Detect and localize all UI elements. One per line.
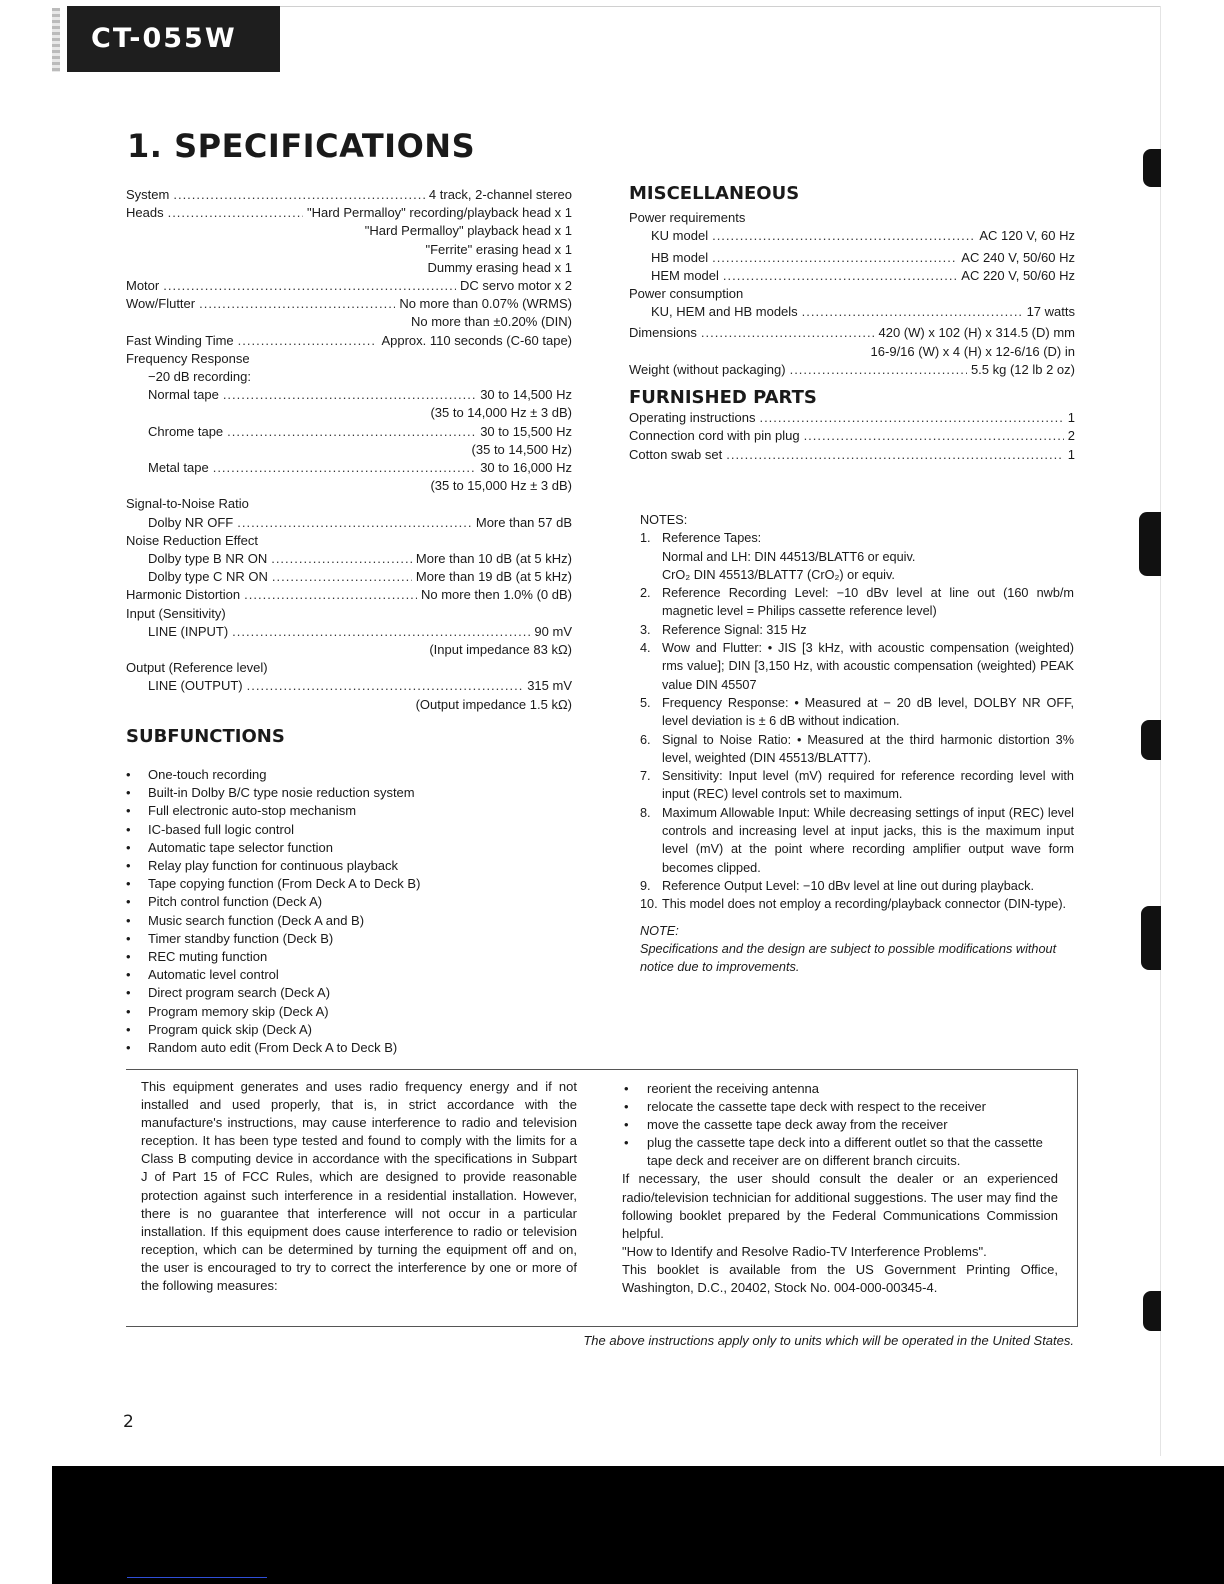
fcc-paragraph: This booklet is available from the US Government Printing Office, Washington, D.C., 20402, Stock No. 004-000-00345-4. bbox=[622, 1261, 1058, 1296]
fcc-measures bbox=[622, 1080, 1058, 1297]
spec-group-label: Frequency Response bbox=[126, 350, 250, 366]
list-item: • Program quick skip (Deck A) bbox=[126, 1021, 572, 1039]
specifications-list bbox=[126, 186, 572, 746]
list-item: • Full electronic auto-stop mechanism bbox=[126, 802, 572, 820]
model-name: CT-055W bbox=[91, 23, 237, 54]
index-tab-mark bbox=[1143, 149, 1161, 187]
spec-group-label: Power consumption bbox=[629, 286, 744, 302]
spec-row: Harmonic Distortion ..... No more then 1.0% (0 dB) bbox=[126, 586, 572, 604]
scan-bottom-bar bbox=[52, 1466, 1224, 1584]
list-item: • Built-in Dolby B/C type nosie reduction system bbox=[126, 784, 572, 802]
list-item: • Random auto edit (From Deck A to Deck B) bbox=[126, 1039, 572, 1057]
fcc-notice-text: This equipment generates and uses radio frequency energy and if not installed and used properly, that is, in strict accordance with the manufacture's instructions, may cause interference to radio and television reception. It has been type tested and found to comply with the limits for a Class B computing device in accordance with the specifications in Subpart J of Part 15 of FCC Rules, which are designed to provide reasonable protection against such interference in a residential installation. However, there is no guarantee that interference will not occur in a particular installation. If this equipment does cause interference to radio or television reception, which can be determined by turning the equipment off and on, the user is encouraged to try to correct the interference by one or more of the following measures: bbox=[141, 1079, 577, 1294]
spec-extra: "Hard Permalloy" playback head x 1 bbox=[364, 223, 572, 239]
note-item: 8. Maximum Allowable Input: While decreasing settings of input (REC) level controls and increasing level at input jacks, this is the maximum input level (mV) at the point where recording amplifier output wave form becomes clipped. bbox=[640, 805, 1074, 875]
spec-extra: (Output impedance 1.5 kΩ) bbox=[415, 696, 572, 712]
note-item: 10. This model does not employ a recording/playback connector (DIN-type). bbox=[640, 897, 1067, 912]
spec-row: HB model ..... AC 240 V, 50/60 Hz bbox=[629, 249, 1075, 267]
spec-row: LINE (INPUT) ..... 90 mV bbox=[126, 623, 572, 641]
spec-row: Normal tape ..... 30 to 14,500 Hz bbox=[126, 386, 572, 404]
note-text: Specifications and the design are subject to possible modifications without notice due to improvements. bbox=[640, 941, 1057, 975]
spec-extra: "Ferrite" erasing head x 1 bbox=[425, 241, 572, 257]
notes-heading: NOTES: bbox=[640, 513, 688, 527]
spec-row: Dimensions ..... 420 (W) x 102 (H) x 314.5 (D) mm bbox=[629, 324, 1075, 342]
spec-row: Fast Winding Time ..... Approx. 110 seconds (C-60 tape) bbox=[126, 332, 572, 350]
part-row: Operating instructions ..... 1 bbox=[629, 409, 1075, 427]
index-tab-mark bbox=[1143, 1291, 1161, 1331]
spec-row: KU, HEM and HB models ..... 17 watts bbox=[629, 303, 1075, 321]
spec-row: Dolby NR OFF ..... More than 57 dB bbox=[126, 514, 572, 532]
note-item: 2. Reference Recording Level: −10 dBv level at line out (160 nwb/m magnetic level = Philips cassette reference level) bbox=[640, 586, 1074, 619]
note-item: 5. Frequency Response: • Measured at − 20 dB level, DOLBY NR OFF, level deviation is ± 6 dB without indication. bbox=[640, 695, 1074, 729]
page-number: 2 bbox=[123, 1412, 134, 1432]
spec-row: KU model ..... AC 120 V, 60 Hz bbox=[629, 227, 1075, 245]
note-item: 4. Wow and Flutter: • JIS [3 kHz, with acoustic compensation (weighted) rms value]; DIN [3,150 Hz, with acoustic compensation (weighted) PEAK value DIN 45507 bbox=[640, 641, 1074, 692]
subfunctions-list bbox=[126, 766, 572, 1057]
fcc-paragraph: "How to Identify and Resolve Radio-TV Interference Problems". bbox=[622, 1243, 987, 1259]
spec-extra: Dummy erasing head x 1 bbox=[427, 259, 572, 275]
list-item: • One-touch recording bbox=[126, 766, 572, 784]
list-item: • relocate the cassette tape deck with respect to the receiver bbox=[622, 1098, 1058, 1116]
note-item: 1. Reference Tapes: Normal and LH: DIN 44513/BLATT6 or equiv. CrO₂ DIN 45513/BLATT7 (CrO₂) or equiv. bbox=[640, 531, 916, 582]
spec-row: HEM model ..... AC 220 V, 50/60 Hz bbox=[629, 267, 1075, 285]
list-item: • Pitch control function (Deck A) bbox=[126, 893, 572, 911]
list-item: • Tape copying function (From Deck A to Deck B) bbox=[126, 875, 572, 893]
list-item: • IC-based full logic control bbox=[126, 821, 572, 839]
spec-row: Dolby type B NR ON ..... More than 10 dB (at 5 kHz) bbox=[126, 550, 572, 568]
part-row: Cotton swab set ..... 1 bbox=[629, 446, 1075, 464]
list-item: • reorient the receiving antenna bbox=[622, 1080, 1058, 1098]
spec-group-label: Input (Sensitivity) bbox=[126, 605, 226, 621]
index-tab-mark bbox=[1141, 720, 1161, 760]
misc-and-parts bbox=[629, 185, 1075, 464]
spec-row: Heads ..... "Hard Permalloy" recording/playback head x 1 bbox=[126, 204, 572, 222]
spec-row: Weight (without packaging) ..... 5.5 kg (12 lb 2 oz) bbox=[629, 361, 1075, 379]
fcc-paragraph: If necessary, the user should consult the dealer or an experienced radio/television technician for additional suggestions. The user may find the following booklet prepared by the Federal Communications Commission helpful. bbox=[622, 1171, 1058, 1241]
list-item: • REC muting function bbox=[126, 948, 572, 966]
top-rule bbox=[280, 6, 1160, 7]
list-item: • Timer standby function (Deck B) bbox=[126, 930, 572, 948]
list-item: • Program memory skip (Deck A) bbox=[126, 1003, 572, 1021]
fcc-measures-list bbox=[622, 1080, 1058, 1170]
spec-row: Wow/Flutter ..... No more than 0.07% (WRMS) bbox=[126, 295, 572, 313]
note-item: 7. Sensitivity: Input level (mV) required for reference recording level with input (REC) level controls set to maximum. bbox=[640, 769, 1074, 802]
list-item: • Relay play function for continuous playback bbox=[126, 857, 572, 875]
list-item: • Direct program search (Deck A) bbox=[126, 984, 572, 1002]
spec-group-label: Signal-to-Noise Ratio bbox=[126, 496, 249, 512]
list-item: • move the cassette tape deck away from the receiver bbox=[622, 1116, 1058, 1134]
spec-extra: (35 to 15,000 Hz ± 3 dB) bbox=[430, 478, 572, 494]
index-tab-mark bbox=[1139, 512, 1161, 576]
note-item: 9. Reference Output Level: −10 dBv level at line out during playback. bbox=[640, 878, 1035, 893]
us-only-note: The above instructions apply only to units which will be operated in the United States. bbox=[583, 1333, 1074, 1348]
notes-list bbox=[640, 529, 1074, 913]
scan-edge-strip bbox=[52, 8, 60, 72]
spec-extra: (Input impedance 83 kΩ) bbox=[429, 642, 572, 658]
subfunctions-heading: SUBFUNCTIONS bbox=[126, 725, 285, 747]
spec-row: System ..... 4 track, 2-channel stereo bbox=[126, 186, 572, 204]
spec-row: Metal tape ..... 30 to 16,000 Hz bbox=[126, 459, 572, 477]
spec-extra: (35 to 14,000 Hz ± 3 dB) bbox=[430, 405, 572, 421]
furnished-heading: FURNISHED PARTS bbox=[629, 387, 817, 409]
page-title: 1. SPECIFICATIONS bbox=[127, 127, 476, 165]
list-item: • plug the cassette tape deck into a different outlet so that the cassette tape deck and receiver are on different branch circuits. bbox=[622, 1134, 1058, 1170]
spec-group-label: Noise Reduction Effect bbox=[126, 532, 258, 548]
list-item: • Music search function (Deck A and B) bbox=[126, 912, 572, 930]
spec-row: LINE (OUTPUT) ..... 315 mV bbox=[126, 677, 572, 695]
spec-row: Dolby type C NR ON ..... More than 19 dB (at 5 kHz) bbox=[126, 568, 572, 586]
spec-extra: (35 to 14,500 Hz) bbox=[471, 441, 572, 457]
model-tab bbox=[67, 6, 280, 72]
part-row: Connection cord with pin plug ..... 2 bbox=[629, 427, 1075, 445]
notes-section bbox=[640, 511, 1074, 976]
list-item: • Automatic tape selector function bbox=[126, 839, 572, 857]
list-item: • Automatic level control bbox=[126, 966, 572, 984]
spec-group-label: Power requirements bbox=[629, 210, 746, 226]
spec-group-label: Output (Reference level) bbox=[126, 660, 268, 676]
spec-row: Motor ..... DC servo motor x 2 bbox=[126, 277, 572, 295]
spec-sub-label: −20 dB recording: bbox=[148, 369, 251, 385]
note-label: NOTE: bbox=[640, 923, 679, 938]
note-item: 6. Signal to Noise Ratio: • Measured at the third harmonic distortion 3% level, weighted (DIN 45513/BLATT7). bbox=[640, 732, 1074, 765]
index-tab-mark bbox=[1141, 906, 1161, 970]
spec-row: Chrome tape ..... 30 to 15,500 Hz bbox=[126, 423, 572, 441]
spec-extra: No more than ±0.20% (DIN) bbox=[410, 314, 572, 330]
note-item: 3. Reference Signal: 315 Hz bbox=[640, 622, 807, 637]
spec-extra: 16-9/16 (W) x 4 (H) x 12-6/16 (D) in bbox=[870, 343, 1075, 359]
misc-heading: MISCELLANEOUS bbox=[629, 183, 800, 204]
bottom-link-line bbox=[127, 1577, 267, 1578]
